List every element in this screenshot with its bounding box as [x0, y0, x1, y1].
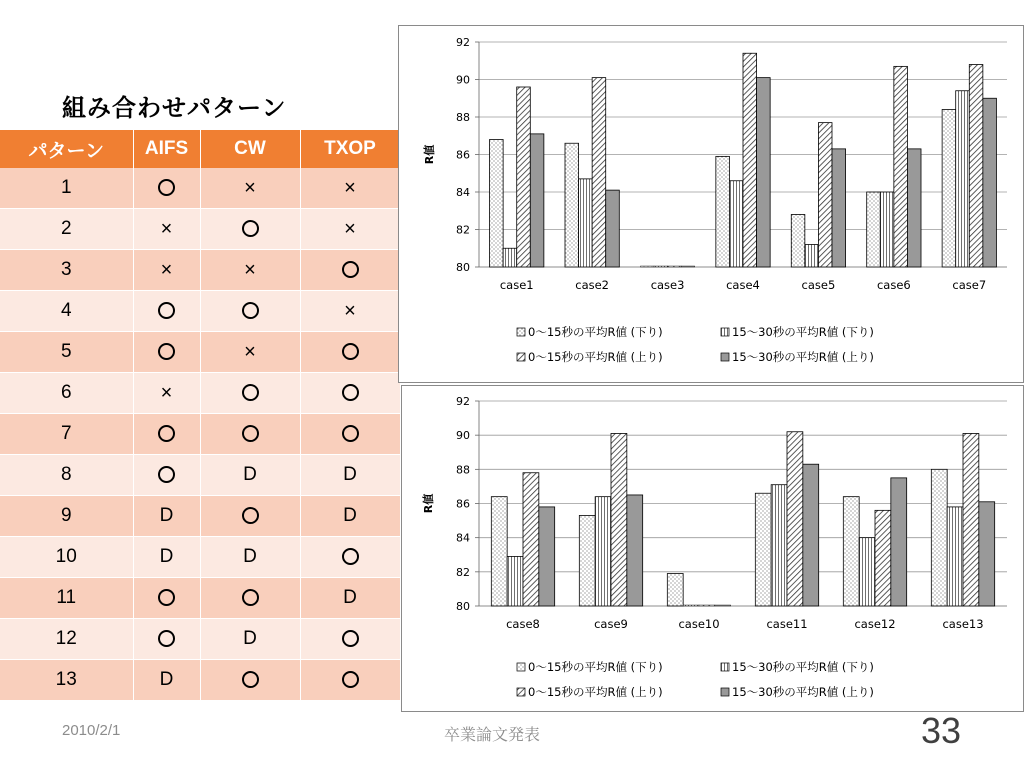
legend-swatch	[721, 353, 729, 361]
enabled-mark	[200, 496, 300, 537]
pattern-number: 7	[0, 414, 133, 455]
circle-icon	[242, 589, 259, 606]
chart-top-frame	[398, 25, 1024, 383]
pattern-number: 12	[0, 619, 133, 660]
table-row	[0, 250, 400, 291]
legend-label: 15〜30秒の平均R値 (上り)	[732, 350, 874, 364]
enabled-mark	[300, 414, 400, 455]
dynamic-mark: D	[133, 660, 200, 701]
bar	[867, 192, 881, 267]
cross-icon: ×	[160, 258, 173, 281]
enabled-mark	[300, 660, 400, 701]
x-tick-label: case4	[726, 278, 760, 292]
bar	[592, 78, 606, 267]
circle-icon	[242, 507, 259, 524]
bar	[743, 53, 757, 267]
bar	[942, 110, 956, 268]
y-axis-label: R値	[422, 493, 435, 514]
bar	[627, 495, 643, 606]
bar	[490, 140, 504, 268]
disabled-mark	[300, 168, 400, 209]
table-row	[0, 496, 400, 537]
table-row	[0, 332, 400, 373]
x-tick-label: case2	[575, 278, 610, 292]
circle-icon	[342, 671, 359, 688]
circle-icon	[158, 466, 175, 483]
bar	[530, 134, 544, 267]
y-tick-label: 82	[456, 565, 470, 579]
bar	[579, 179, 593, 267]
x-tick-label: case5	[801, 278, 836, 292]
table-row	[0, 455, 400, 496]
bar	[983, 98, 997, 267]
pattern-number: 11	[0, 578, 133, 619]
bar	[606, 190, 620, 267]
bar	[832, 149, 846, 267]
chart-bottom	[402, 386, 1023, 711]
legend-label: 15〜30秒の平均R値 (下り)	[732, 325, 874, 339]
circle-icon	[342, 548, 359, 565]
pattern-table	[0, 130, 401, 701]
enabled-mark	[133, 332, 200, 373]
header-aifs: AIFS	[133, 130, 200, 168]
dynamic-mark: D	[300, 455, 400, 496]
circle-icon	[158, 179, 175, 196]
pattern-number: 2	[0, 209, 133, 250]
pattern-number: 1	[0, 168, 133, 209]
table-row	[0, 619, 400, 660]
dynamic-mark: D	[200, 455, 300, 496]
enabled-mark	[300, 619, 400, 660]
x-tick-label: case11	[766, 617, 808, 631]
y-tick-label: 80	[456, 600, 470, 613]
cross-icon: ×	[344, 176, 356, 199]
table-row	[0, 660, 400, 701]
disabled-mark	[300, 209, 400, 250]
x-tick-label: case8	[506, 617, 540, 631]
legend-label: 0〜15秒の平均R値 (下り)	[528, 325, 663, 339]
circle-icon	[342, 261, 359, 278]
enabled-mark	[133, 291, 200, 332]
dynamic-mark: D	[300, 578, 400, 619]
x-tick-label: case9	[594, 617, 628, 631]
x-tick-label: case7	[952, 278, 987, 292]
dynamic-mark: D	[200, 537, 300, 578]
y-tick-label: 90	[456, 429, 470, 443]
disabled-mark	[200, 168, 300, 209]
x-tick-label: case3	[650, 278, 685, 292]
enabled-mark	[200, 291, 300, 332]
bar	[859, 538, 875, 606]
bar	[843, 497, 859, 606]
legend-label: 15〜30秒の平均R値 (下り)	[732, 660, 874, 674]
bar	[523, 473, 539, 606]
bar	[931, 469, 947, 606]
bar	[683, 605, 699, 606]
disabled-mark	[133, 373, 200, 414]
enabled-mark	[300, 537, 400, 578]
bar	[969, 65, 983, 268]
bar	[667, 574, 683, 606]
table-row	[0, 578, 400, 619]
circle-icon	[242, 425, 259, 442]
chart-bottom-frame	[401, 385, 1024, 712]
bar	[755, 493, 771, 606]
circle-icon	[242, 302, 259, 319]
x-tick-label: case12	[854, 617, 896, 631]
footer-title: 卒業論文発表	[444, 725, 541, 744]
pattern-table-header	[0, 130, 400, 168]
cross-icon: ×	[160, 381, 173, 404]
enabled-mark	[133, 168, 200, 209]
bar	[507, 556, 523, 606]
enabled-mark	[200, 578, 300, 619]
enabled-mark	[200, 209, 300, 250]
bar	[517, 87, 531, 267]
slide-title: 組み合わせパターン	[62, 94, 287, 122]
bar	[681, 266, 695, 267]
y-tick-label: 86	[456, 497, 470, 511]
circle-icon	[342, 425, 359, 442]
circle-icon	[158, 425, 175, 442]
bar	[963, 433, 979, 606]
legend-label: 0〜15秒の平均R値 (上り)	[528, 350, 663, 364]
legend-swatch	[517, 688, 525, 696]
bar	[803, 464, 819, 606]
bar	[818, 123, 832, 267]
bar	[757, 78, 771, 267]
disabled-mark	[133, 209, 200, 250]
circle-icon	[158, 589, 175, 606]
disabled-mark	[200, 250, 300, 291]
bar	[907, 149, 921, 267]
bar	[595, 497, 611, 606]
circle-icon	[158, 343, 175, 360]
y-tick-label: 92	[456, 36, 470, 49]
chart-top	[399, 26, 1023, 382]
footer-date: 2010/2/1	[62, 722, 121, 739]
dynamic-mark: D	[200, 619, 300, 660]
cross-icon: ×	[244, 340, 256, 363]
pattern-number: 6	[0, 373, 133, 414]
pattern-number: 8	[0, 455, 133, 496]
bar	[565, 143, 579, 267]
disabled-mark	[133, 250, 200, 291]
bar	[503, 248, 517, 267]
legend-label: 15〜30秒の平均R値 (上り)	[732, 685, 874, 699]
enabled-mark	[200, 414, 300, 455]
bar	[947, 507, 963, 606]
bar	[715, 605, 731, 606]
pattern-number: 13	[0, 660, 133, 701]
bar	[771, 485, 787, 606]
circle-icon	[342, 630, 359, 647]
legend-swatch	[517, 663, 525, 671]
legend-label: 0〜15秒の平均R値 (下り)	[528, 660, 663, 674]
y-tick-label: 86	[456, 148, 470, 162]
page-number: 33	[921, 710, 962, 751]
y-tick-label: 92	[456, 395, 470, 408]
bar	[894, 66, 908, 267]
header-cw: CW	[200, 130, 300, 168]
table-row	[0, 209, 400, 250]
enabled-mark	[300, 373, 400, 414]
pattern-table-body	[0, 168, 400, 701]
enabled-mark	[200, 660, 300, 701]
bar	[668, 266, 682, 267]
legend-swatch	[517, 353, 525, 361]
bar	[611, 433, 627, 606]
y-axis-label: R値	[423, 144, 436, 165]
enabled-mark	[133, 619, 200, 660]
dynamic-mark: D	[300, 496, 400, 537]
y-tick-label: 84	[456, 186, 470, 199]
bar	[875, 510, 891, 606]
enabled-mark	[300, 332, 400, 373]
cross-icon: ×	[160, 217, 173, 240]
pattern-number: 9	[0, 496, 133, 537]
cross-icon: ×	[244, 176, 256, 199]
header-pattern: パターン	[0, 130, 133, 168]
bar	[539, 507, 555, 606]
bar	[791, 215, 805, 268]
circle-icon	[158, 302, 175, 319]
header-txop: TXOP	[300, 130, 400, 168]
pattern-number: 3	[0, 250, 133, 291]
bar	[579, 515, 595, 606]
y-tick-label: 88	[456, 111, 470, 124]
x-tick-label: case10	[678, 617, 720, 631]
bar	[729, 181, 743, 267]
legend-swatch	[517, 328, 525, 336]
pattern-number: 10	[0, 537, 133, 578]
bar	[654, 266, 668, 267]
y-tick-label: 80	[456, 261, 470, 274]
enabled-mark	[133, 455, 200, 496]
legend-swatch	[721, 663, 729, 671]
table-row	[0, 414, 400, 455]
y-tick-label: 82	[456, 223, 470, 237]
y-tick-label: 84	[456, 531, 470, 545]
table-row	[0, 168, 400, 209]
enabled-mark	[133, 578, 200, 619]
disabled-mark	[300, 291, 400, 332]
bar	[716, 156, 730, 267]
cross-icon: ×	[344, 217, 356, 240]
table-row	[0, 537, 400, 578]
bar	[880, 192, 894, 267]
x-tick-label: case6	[876, 278, 911, 292]
cross-icon: ×	[344, 299, 356, 322]
bar	[956, 91, 970, 267]
dynamic-mark: D	[133, 537, 200, 578]
y-tick-label: 90	[456, 73, 470, 87]
bar	[640, 266, 654, 267]
pattern-number: 5	[0, 332, 133, 373]
circle-icon	[242, 384, 259, 401]
disabled-mark	[200, 332, 300, 373]
bar	[891, 478, 907, 606]
cross-icon: ×	[244, 258, 256, 281]
table-row	[0, 373, 400, 414]
circle-icon	[242, 220, 259, 237]
x-tick-label: case1	[499, 278, 534, 292]
bar	[805, 245, 819, 268]
circle-icon	[342, 384, 359, 401]
legend-label: 0〜15秒の平均R値 (上り)	[528, 685, 663, 699]
dynamic-mark: D	[133, 496, 200, 537]
legend-swatch	[721, 688, 729, 696]
x-tick-label: case13	[942, 617, 984, 631]
y-tick-label: 88	[456, 463, 470, 477]
enabled-mark	[200, 373, 300, 414]
circle-icon	[242, 671, 259, 688]
bar	[787, 432, 803, 606]
enabled-mark	[133, 414, 200, 455]
bar	[491, 497, 507, 606]
circle-icon	[158, 630, 175, 647]
bar	[699, 605, 715, 606]
table-row	[0, 291, 400, 332]
pattern-number: 4	[0, 291, 133, 332]
legend-swatch	[721, 328, 729, 336]
circle-icon	[342, 343, 359, 360]
bar	[979, 502, 995, 606]
enabled-mark	[300, 250, 400, 291]
